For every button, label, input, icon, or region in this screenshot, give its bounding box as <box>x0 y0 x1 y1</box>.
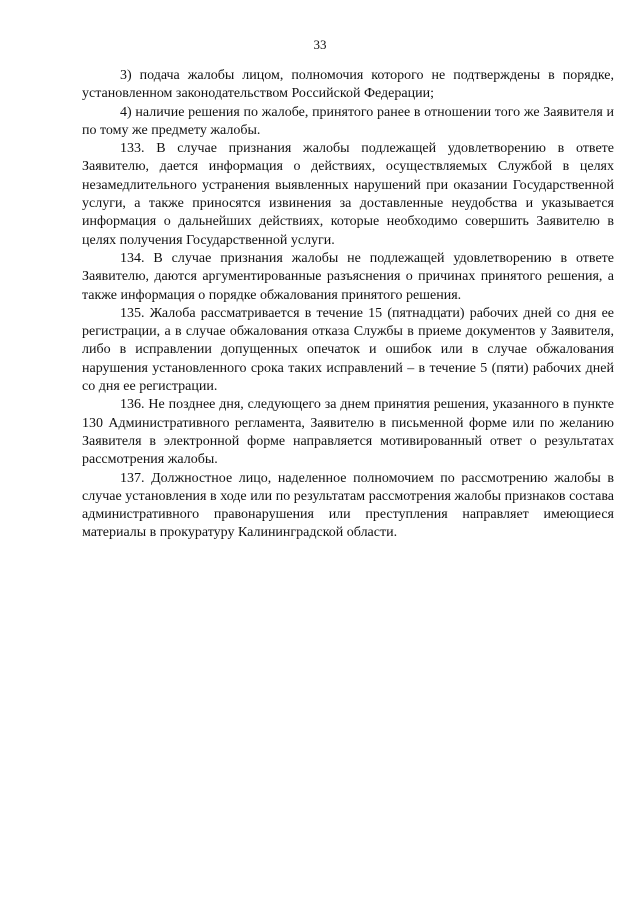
paragraph-135: 135. Жалоба рассматривается в течение 15 (пятнадцати) рабочих дней со дня ее регистрации, а в случае обжалования отказа Службы в приеме документов у Заявителя, либо в исправлении допущенных опечаток и ошибок или в случае обжалования нарушения установленного срока таких исправлений – в течение 5 (пяти) рабочих дней со дня ее регистрации. <box>82 305 614 395</box>
paragraph-item-3: 3) подача жалобы лицом, полномочия которого не подтверждены в порядке, установленном законодательством Российской Федерации; <box>82 68 614 102</box>
paragraph-136: 136. Не позднее дня, следующего за днем принятия решения, указанного в пункте 130 Административного регламента, Заявителю в письменной форме или по желанию Заявителя в электронной форме направляется мотивированный ответ о результатах рассмотрения жалобы. <box>82 397 614 468</box>
page-number: 33 <box>313 37 327 52</box>
paragraph-137: 137. Должностное лицо, наделенное полномочием по рассмотрению жалобы в случае установления в ходе или по результатам рассмотрения жалобы признаков состава административного правонарушения или преступления направляет имеющиеся материалы в прокуратуру Калининградской области. <box>82 470 614 541</box>
paragraph-133: 133. В случае признания жалобы подлежащей удовлетворению в ответе Заявителю, дается информация о действиях, осуществляемых Службой в целях незамедлительного устранения выявленных нарушений при оказании Государственной услуги, а также приносятся извинения за доставленные неудобства и указывается информация о дальнейших действиях, которые необходимо совершить Заявителю в целях получения Государственной услуги. <box>82 141 614 248</box>
paragraph-item-4: 4) наличие решения по жалобе, принятого ранее в отношении того же Заявителя и по тому же предмету жалобы. <box>82 104 614 138</box>
paragraph-134: 134. В случае признания жалобы не подлежащей удовлетворению в ответе Заявителю, даются аргументированные разъяснения о причинах принятого решения, а также информация о порядке обжалования принятого решения. <box>82 250 614 303</box>
document-body <box>82 67 614 543</box>
